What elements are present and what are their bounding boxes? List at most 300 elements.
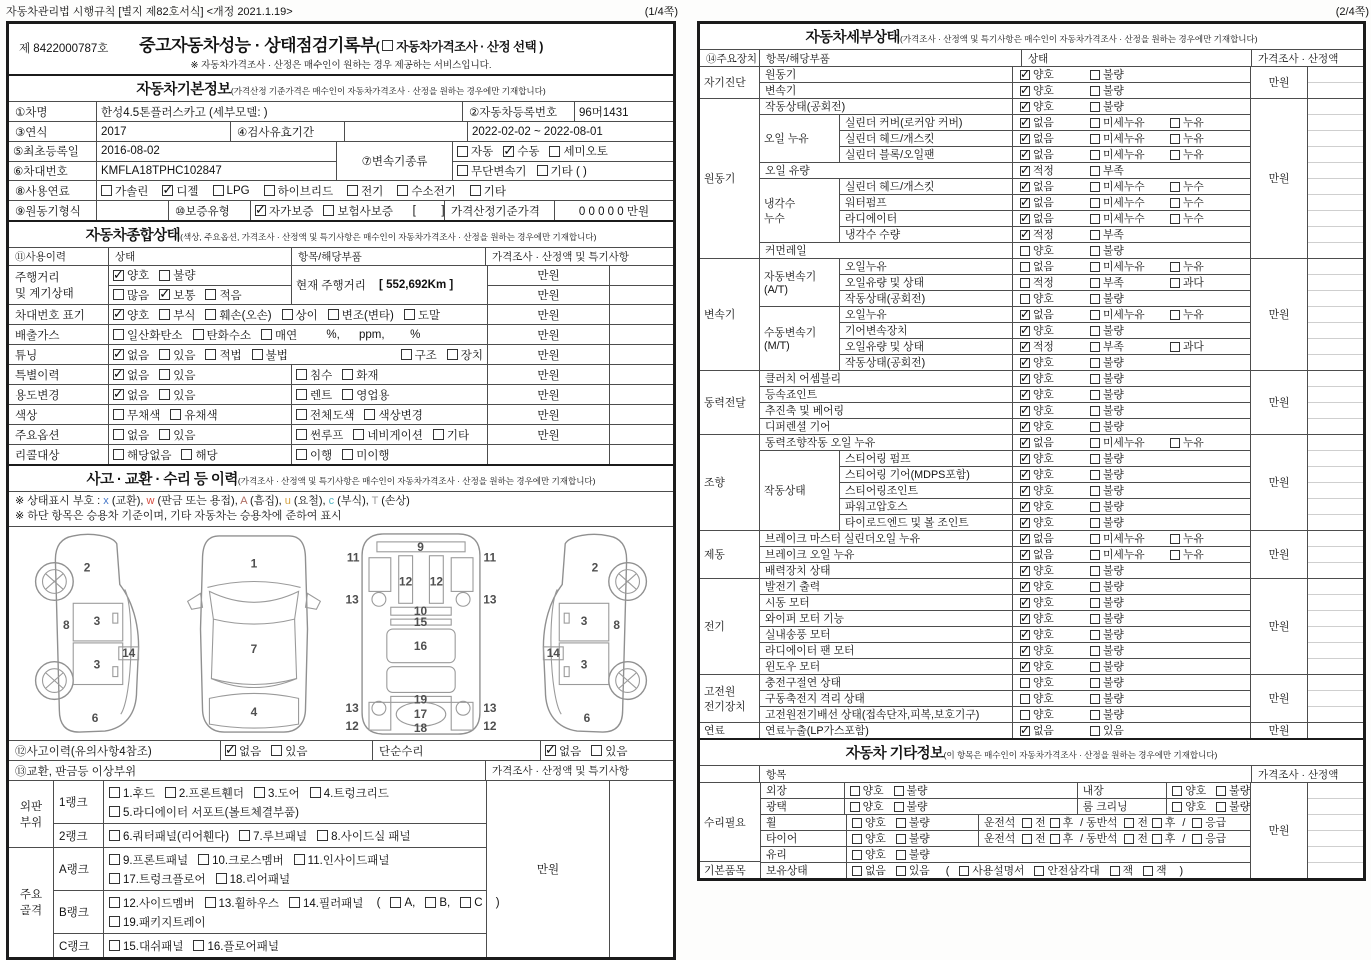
unchecked-checkbox[interactable] [1090, 486, 1100, 496]
unchecked-checkbox[interactable] [261, 329, 272, 340]
unchecked-checkbox[interactable] [1022, 818, 1032, 828]
checked-checkbox[interactable] [1020, 518, 1030, 528]
unchecked-checkbox[interactable] [1124, 834, 1134, 844]
checked-checkbox[interactable] [503, 146, 514, 157]
unchecked-checkbox[interactable] [239, 830, 250, 841]
unchecked-checkbox[interactable] [347, 185, 358, 196]
unchecked-checkbox[interactable] [1090, 678, 1100, 688]
checked-checkbox[interactable] [1020, 118, 1030, 128]
option-label: 과다 [1183, 277, 1204, 289]
unchecked-checkbox[interactable] [181, 449, 192, 460]
svg-text:12: 12 [345, 718, 359, 733]
unchecked-checkbox[interactable] [852, 818, 862, 828]
unchecked-checkbox[interactable] [109, 854, 120, 865]
unchecked-checkbox[interactable] [254, 787, 265, 798]
checked-checkbox[interactable] [1020, 182, 1030, 192]
option-label: 불량 [1103, 245, 1124, 257]
checked-checkbox[interactable] [225, 745, 236, 756]
other-info-row [761, 783, 1250, 798]
price-amount: 만원 [1250, 723, 1307, 738]
checked-checkbox[interactable] [545, 745, 556, 756]
unchecked-checkbox[interactable] [457, 146, 468, 157]
checked-checkbox[interactable] [1020, 214, 1030, 224]
unchecked-checkbox[interactable] [401, 349, 412, 360]
unchecked-checkbox[interactable] [1170, 550, 1180, 560]
unchecked-checkbox[interactable] [1090, 182, 1100, 192]
checked-checkbox[interactable] [1020, 406, 1030, 416]
checkbox-option [1020, 531, 1090, 546]
checked-checkbox[interactable] [1020, 326, 1030, 336]
text: w [146, 495, 155, 507]
checked-checkbox[interactable] [1020, 310, 1030, 320]
unchecked-checkbox[interactable] [165, 787, 176, 798]
unchecked-checkbox[interactable] [1124, 818, 1134, 828]
item-name: 휠 [761, 815, 847, 830]
checkbox-option [1020, 259, 1090, 274]
unchecked-checkbox[interactable] [170, 409, 181, 420]
unchecked-checkbox[interactable] [1170, 118, 1180, 128]
unchecked-checkbox[interactable] [1090, 246, 1100, 256]
detail-row [840, 146, 1250, 162]
unchecked-checkbox[interactable] [264, 185, 275, 196]
checked-checkbox[interactable] [113, 369, 124, 380]
checked-checkbox[interactable] [113, 389, 124, 400]
checked-checkbox[interactable] [1020, 534, 1030, 544]
unchecked-checkbox[interactable] [113, 409, 124, 420]
unchecked-checkbox[interactable] [1090, 662, 1100, 672]
option-label: 기타 [446, 429, 470, 442]
unchecked-checkbox[interactable] [1090, 342, 1100, 352]
unchecked-checkbox[interactable] [1090, 326, 1100, 336]
unchecked-checkbox[interactable] [1090, 630, 1100, 640]
option-label: 상이 [295, 309, 318, 322]
checked-checkbox[interactable] [113, 309, 124, 320]
option-label: 매연 [274, 329, 298, 342]
other-info-row [761, 862, 1250, 878]
unchecked-checkbox[interactable] [1170, 134, 1180, 144]
unchecked-checkbox[interactable] [1090, 70, 1100, 80]
device-group [700, 530, 1363, 578]
unchecked-checkbox[interactable] [1020, 278, 1030, 288]
option-label: 훼손(오손) [219, 309, 272, 322]
unchecked-checkbox[interactable] [1090, 102, 1100, 112]
option-label: 없음 [1033, 133, 1054, 145]
checkbox-option [113, 407, 160, 423]
unchecked-checkbox[interactable] [1090, 694, 1100, 704]
checkbox-option [1020, 627, 1090, 642]
unchecked-checkbox[interactable] [1090, 566, 1100, 576]
unchecked-checkbox[interactable] [323, 205, 334, 216]
checked-checkbox[interactable] [1020, 630, 1030, 640]
unchecked-checkbox[interactable] [894, 786, 904, 796]
status-options [109, 305, 488, 324]
checkbox-option [850, 799, 884, 814]
unchecked-checkbox[interactable] [850, 802, 860, 812]
status-options [1013, 163, 1250, 178]
checkbox-option [353, 427, 423, 443]
unchecked-checkbox[interactable] [1090, 262, 1100, 272]
text: ※ 상태표시 부호 : [15, 495, 104, 507]
checked-checkbox[interactable] [113, 349, 124, 360]
unchecked-checkbox[interactable] [1170, 262, 1180, 272]
unchecked-checkbox[interactable] [425, 897, 436, 908]
unchecked-checkbox[interactable] [1020, 694, 1030, 704]
unchecked-checkbox[interactable] [216, 873, 227, 884]
option-label: 미세누유 [1103, 149, 1145, 161]
unchecked-checkbox[interactable] [433, 429, 444, 440]
checked-checkbox[interactable] [1020, 470, 1030, 480]
unchecked-checkbox[interactable] [159, 389, 170, 400]
unchecked-checkbox[interactable] [113, 429, 124, 440]
unchecked-checkbox[interactable] [159, 270, 170, 281]
unchecked-checkbox[interactable] [1090, 390, 1100, 400]
unchecked-checkbox[interactable] [109, 830, 120, 841]
unchecked-checkbox[interactable] [896, 866, 906, 876]
unchecked-checkbox[interactable] [1090, 278, 1100, 288]
unchecked-checkbox[interactable] [896, 850, 906, 860]
checked-checkbox[interactable] [1020, 342, 1030, 352]
unchecked-checkbox[interactable] [1172, 786, 1182, 796]
item-options [292, 365, 488, 384]
unchecked-checkbox[interactable] [289, 897, 300, 908]
remarks-cell [1308, 226, 1363, 242]
unchecked-checkbox[interactable] [1090, 150, 1100, 160]
unchecked-checkbox[interactable] [850, 786, 860, 796]
row-label: 주요옵션 [9, 425, 109, 444]
item-name: 실린더 헤드/개스킷 [840, 131, 1013, 146]
unchecked-checkbox[interactable] [159, 349, 170, 360]
remarks-cell [1308, 482, 1363, 498]
unchecked-checkbox[interactable] [109, 897, 120, 908]
unchecked-checkbox[interactable] [109, 873, 120, 884]
unchecked-checkbox[interactable] [342, 449, 353, 460]
checked-checkbox[interactable] [1020, 582, 1030, 592]
option-label: 8.사이드실 패널 [331, 830, 411, 843]
checkbox-option [109, 804, 299, 820]
unchecked-checkbox[interactable] [1090, 438, 1100, 448]
checked-checkbox[interactable] [1020, 230, 1030, 240]
option-label: 응급 [1205, 817, 1227, 829]
detail-row [760, 642, 1250, 658]
checked-checkbox[interactable] [1020, 374, 1030, 384]
detail-row [760, 99, 1250, 114]
checked-checkbox[interactable] [1020, 598, 1030, 608]
unchecked-checkbox[interactable] [852, 834, 862, 844]
checked-checkbox[interactable] [1020, 550, 1030, 560]
unchecked-checkbox[interactable] [1020, 678, 1030, 688]
unchecked-checkbox[interactable] [1170, 310, 1180, 320]
unchecked-checkbox[interactable] [109, 916, 120, 927]
unchecked-checkbox[interactable] [457, 165, 468, 176]
checked-checkbox[interactable] [1020, 390, 1030, 400]
unchecked-checkbox[interactable] [1050, 818, 1060, 828]
unchecked-checkbox[interactable] [390, 897, 401, 908]
unchecked-checkbox[interactable] [317, 830, 328, 841]
unchecked-checkbox[interactable] [1152, 834, 1162, 844]
unchecked-checkbox[interactable] [198, 854, 209, 865]
checked-checkbox[interactable] [1020, 438, 1030, 448]
checkbox-option [1090, 643, 1170, 658]
unchecked-checkbox[interactable] [1216, 802, 1226, 812]
unchecked-checkbox[interactable] [1170, 198, 1180, 208]
checked-checkbox[interactable] [1020, 454, 1030, 464]
unchecked-checkbox[interactable] [113, 449, 124, 460]
status-options [1013, 115, 1250, 130]
unchecked-checkbox[interactable] [193, 329, 204, 340]
unchecked-checkbox[interactable] [537, 165, 548, 176]
unchecked-checkbox[interactable] [894, 802, 904, 812]
unchecked-checkbox[interactable] [310, 787, 321, 798]
option-label: 적정 [1033, 229, 1054, 241]
option-label: 양호 [1033, 629, 1054, 641]
remarks-cell [1308, 354, 1363, 370]
checked-checkbox[interactable] [1020, 150, 1030, 160]
unchecked-checkbox[interactable] [1090, 534, 1100, 544]
checked-checkbox[interactable] [1020, 198, 1030, 208]
unchecked-checkbox[interactable] [1090, 214, 1100, 224]
unchecked-checkbox[interactable] [205, 349, 216, 360]
unchecked-checkbox[interactable] [1110, 866, 1120, 876]
checkbox-option [342, 367, 378, 383]
option-label: 세미오토 [563, 146, 608, 159]
unchecked-checkbox[interactable] [447, 349, 458, 360]
svg-text:19: 19 [413, 691, 427, 706]
checkbox-option [850, 783, 884, 798]
unchecked-checkbox[interactable] [1170, 342, 1180, 352]
unchecked-checkbox[interactable] [1090, 502, 1100, 512]
unchecked-checkbox[interactable] [159, 309, 170, 320]
checkbox-option [503, 143, 539, 159]
unchecked-checkbox[interactable] [1170, 438, 1180, 448]
unchecked-checkbox[interactable] [1022, 834, 1032, 844]
condition-row [9, 424, 673, 444]
unchecked-checkbox[interactable] [109, 806, 120, 817]
unchecked-checkbox[interactable] [342, 369, 353, 380]
unchecked-checkbox[interactable] [1172, 802, 1182, 812]
unchecked-checkbox[interactable] [1020, 710, 1030, 720]
checkbox-option [1090, 115, 1170, 130]
unchecked-checkbox[interactable] [470, 185, 481, 196]
status-options [109, 345, 488, 364]
unchecked-checkbox[interactable] [1090, 726, 1100, 736]
unchecked-checkbox[interactable] [1090, 294, 1100, 304]
unchecked-checkbox[interactable] [205, 289, 216, 300]
unchecked-checkbox[interactable] [1090, 598, 1100, 608]
checked-checkbox[interactable] [113, 270, 124, 281]
unchecked-checkbox[interactable] [1090, 470, 1100, 480]
unchecked-checkbox[interactable] [1192, 834, 1202, 844]
fuel-options [97, 181, 673, 200]
unchecked-checkbox[interactable] [252, 349, 263, 360]
checkbox-option [852, 863, 886, 878]
page-1 [6, 21, 676, 960]
checked-checkbox[interactable] [162, 185, 173, 196]
rank-label: C랭크 [54, 934, 104, 957]
unchecked-checkbox[interactable] [342, 389, 353, 400]
unchecked-checkbox[interactable] [1170, 534, 1180, 544]
item-name: 광택 [761, 799, 845, 814]
unchecked-checkbox[interactable] [213, 185, 224, 196]
unchecked-checkbox[interactable] [296, 369, 307, 380]
unchecked-checkbox[interactable] [328, 309, 339, 320]
section-title: 자동차 기타정보(이 항목은 매수인이 자동차가격조사 · 산정을 원하는 경우에만 기재합니다) [845, 746, 1218, 762]
unchecked-checkbox[interactable] [101, 185, 112, 196]
unchecked-checkbox[interactable] [271, 745, 282, 756]
unchecked-checkbox[interactable] [1020, 246, 1030, 256]
unchecked-checkbox[interactable] [852, 866, 862, 876]
checked-checkbox[interactable] [1020, 134, 1030, 144]
unchecked-checkbox[interactable] [113, 289, 124, 300]
device-group [700, 370, 1363, 434]
unchecked-checkbox[interactable] [1090, 230, 1100, 240]
unchecked-checkbox[interactable] [1090, 582, 1100, 592]
checkbox-option [397, 183, 455, 199]
unchecked-checkbox[interactable] [1020, 262, 1030, 272]
unchecked-checkbox[interactable] [1192, 818, 1202, 828]
unchecked-checkbox[interactable] [404, 309, 415, 320]
unchecked-checkbox[interactable] [1170, 182, 1180, 192]
field-label: ②자동차등록번호 [463, 102, 575, 121]
unchecked-checkbox[interactable] [591, 745, 602, 756]
unchecked-checkbox[interactable] [296, 449, 307, 460]
field-label: ③연식 [9, 122, 97, 141]
unchecked-checkbox[interactable] [1090, 454, 1100, 464]
checked-checkbox[interactable] [159, 289, 170, 300]
unchecked-checkbox[interactable] [460, 897, 471, 908]
unchecked-checkbox[interactable] [397, 185, 408, 196]
checked-checkbox[interactable] [1020, 422, 1030, 432]
checked-checkbox[interactable] [255, 205, 266, 216]
unchecked-checkbox[interactable] [296, 429, 307, 440]
unchecked-checkbox[interactable] [109, 940, 120, 951]
unchecked-checkbox[interactable] [113, 329, 124, 340]
option-label: 양호 [1033, 453, 1054, 465]
option-label: 구조 [414, 349, 437, 362]
option-label: 사용설명서 [972, 865, 1025, 877]
unchecked-checkbox[interactable] [1090, 406, 1100, 416]
unchecked-checkbox[interactable] [109, 787, 120, 798]
checked-checkbox[interactable] [1020, 166, 1030, 176]
checkbox-option [1020, 131, 1090, 146]
checkbox-option [545, 743, 581, 759]
unchecked-checkbox[interactable] [193, 940, 204, 951]
unchecked-checkbox[interactable] [294, 854, 305, 865]
unchecked-checkbox[interactable] [1090, 166, 1100, 176]
option-label: 수동 [517, 146, 540, 159]
checkbox-option [109, 914, 206, 930]
unchecked-checkbox[interactable] [159, 369, 170, 380]
option-label: 전체도색 [310, 409, 355, 422]
checked-checkbox[interactable] [1020, 102, 1030, 112]
checked-checkbox[interactable] [1020, 86, 1030, 96]
status-options [1013, 371, 1250, 386]
base-price-value: 0 0 0 0 0 만원 [578, 205, 650, 218]
unchecked-checkbox[interactable] [1152, 818, 1162, 828]
option-label: 불량 [1103, 517, 1124, 529]
checkbox-option [1090, 371, 1170, 386]
option-label: 누유 [1183, 261, 1204, 273]
status-options [1013, 627, 1250, 642]
unchecked-checkbox[interactable] [382, 40, 393, 51]
unchecked-checkbox[interactable] [852, 850, 862, 860]
unchecked-checkbox[interactable] [1090, 358, 1100, 368]
unchecked-checkbox[interactable] [1050, 834, 1060, 844]
option-label: 없음 [1033, 117, 1054, 129]
unchecked-checkbox[interactable] [1090, 134, 1100, 144]
unchecked-checkbox[interactable] [1090, 198, 1100, 208]
status-options [1013, 499, 1250, 514]
option-label: 색상변경 [378, 409, 423, 422]
checkbox-option [109, 938, 183, 954]
unchecked-checkbox[interactable] [1143, 866, 1153, 876]
unchecked-checkbox[interactable] [159, 429, 170, 440]
unchecked-checkbox[interactable] [205, 897, 216, 908]
unchecked-checkbox[interactable] [1090, 518, 1100, 528]
device-group [700, 578, 1363, 674]
text: %, ppm, % [307, 328, 421, 341]
remarks-cell [1308, 130, 1363, 146]
checked-checkbox[interactable] [1020, 662, 1030, 672]
unchecked-checkbox[interactable] [296, 389, 307, 400]
checked-checkbox[interactable] [1020, 614, 1030, 624]
unchecked-checkbox[interactable] [1020, 294, 1030, 304]
unchecked-checkbox[interactable] [205, 309, 216, 320]
unchecked-checkbox[interactable] [1090, 422, 1100, 432]
detail-row [840, 322, 1250, 338]
remarks-cell [1308, 178, 1363, 194]
unchecked-checkbox[interactable] [1170, 214, 1180, 224]
option-label: 기타 [483, 185, 506, 198]
checked-checkbox[interactable] [1020, 726, 1030, 736]
status-options [1013, 259, 1250, 274]
unchecked-checkbox[interactable] [1034, 866, 1044, 876]
unchecked-checkbox[interactable] [1090, 374, 1100, 384]
checkbox-option [271, 743, 307, 759]
checked-checkbox[interactable] [1020, 502, 1030, 512]
detail-row [840, 259, 1250, 274]
unchecked-checkbox[interactable] [549, 146, 560, 157]
checked-checkbox[interactable] [1020, 566, 1030, 576]
checked-checkbox[interactable] [1020, 70, 1030, 80]
unchecked-checkbox[interactable] [1090, 550, 1100, 560]
unchecked-checkbox[interactable] [282, 309, 293, 320]
legend-line-1 [15, 494, 667, 509]
checked-checkbox[interactable] [1020, 486, 1030, 496]
unchecked-checkbox[interactable] [1216, 786, 1226, 796]
unchecked-checkbox[interactable] [1090, 646, 1100, 656]
unchecked-checkbox[interactable] [296, 409, 307, 420]
unchecked-checkbox[interactable] [1090, 710, 1100, 720]
option-label: 양호 [865, 849, 886, 861]
status-options [1013, 467, 1250, 482]
remarks-cell [1308, 658, 1363, 674]
checked-checkbox[interactable] [1020, 358, 1030, 368]
item-name: 기어변속장치 [840, 323, 1013, 338]
unchecked-checkbox[interactable] [353, 429, 364, 440]
checked-checkbox[interactable] [1020, 646, 1030, 656]
option-label: 양호 [865, 833, 886, 845]
unchecked-checkbox[interactable] [364, 409, 375, 420]
unchecked-checkbox[interactable] [1090, 118, 1100, 128]
unchecked-checkbox[interactable] [1090, 310, 1100, 320]
unchecked-checkbox[interactable] [1170, 150, 1180, 160]
unchecked-checkbox[interactable] [896, 818, 906, 828]
unchecked-checkbox[interactable] [1090, 614, 1100, 624]
unchecked-checkbox[interactable] [1170, 278, 1180, 288]
unchecked-checkbox[interactable] [896, 834, 906, 844]
unchecked-checkbox[interactable] [959, 866, 969, 876]
unchecked-checkbox[interactable] [1090, 86, 1100, 96]
